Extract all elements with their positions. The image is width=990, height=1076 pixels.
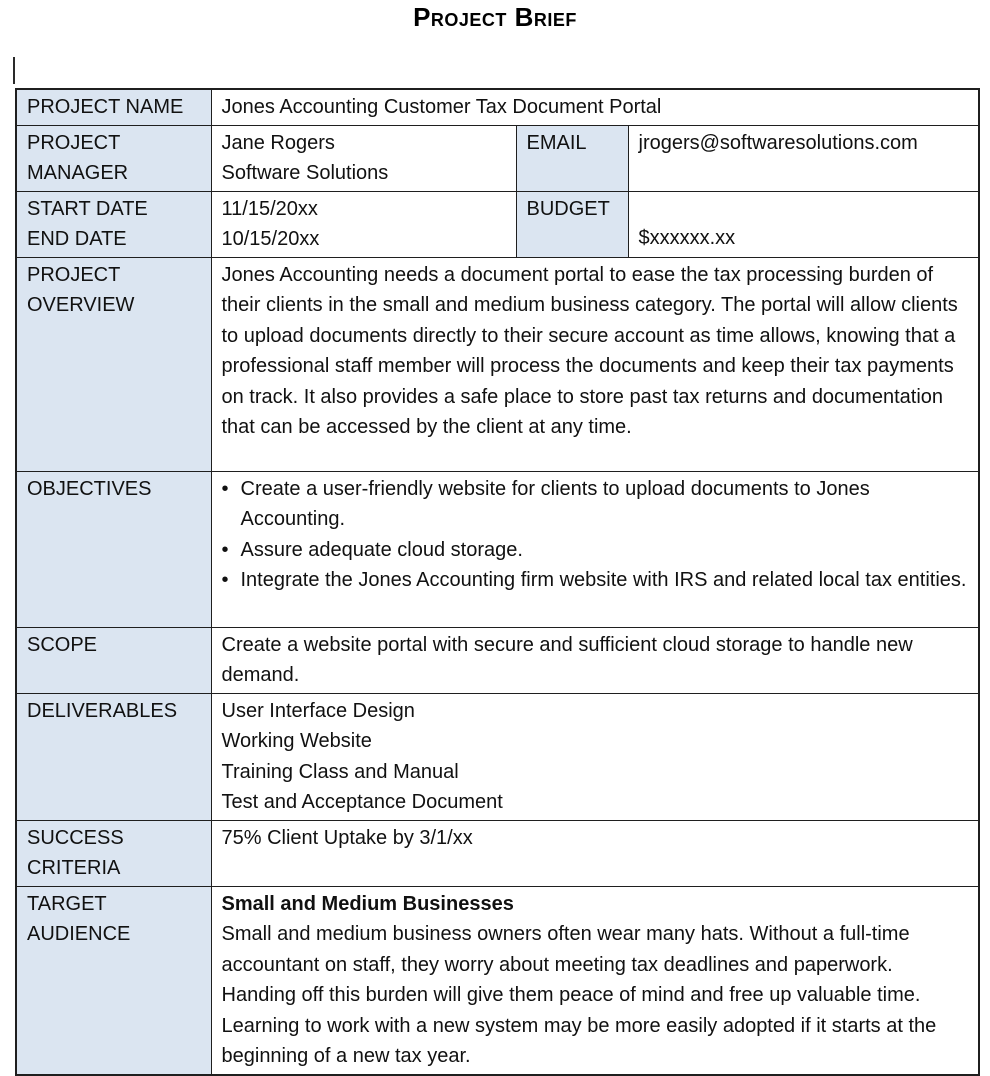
deliverable-item: Test and Acceptance Document — [221, 791, 503, 813]
budget-label: BUDGET — [516, 191, 628, 257]
success-criteria-label — [16, 820, 211, 886]
deliverable-item: Working Website — [221, 730, 372, 752]
deliverables-value — [211, 693, 979, 820]
bullet-icon: • — [221, 538, 229, 561]
row-scope — [16, 627, 979, 693]
label-line: PROJECT NAME — [27, 96, 184, 118]
project-manager-value — [211, 125, 516, 191]
row-deliverables — [16, 693, 979, 820]
project-name-label — [16, 89, 211, 125]
target-audience-heading: Small and Medium Businesses — [221, 892, 514, 915]
objective-item — [222, 535, 968, 566]
target-audience-label — [16, 886, 211, 1075]
label-line: CRITERIA — [27, 857, 121, 879]
end-date-label: END DATE — [27, 228, 127, 250]
success-criteria-value: 75% Client Uptake by 3/1/xx — [211, 820, 979, 886]
project-manager-label — [16, 125, 211, 191]
objective-item — [222, 565, 968, 596]
label-line: PROJECT — [27, 131, 121, 154]
label-line: SUCCESS — [27, 826, 124, 849]
bullet-icon: • — [221, 477, 229, 500]
page-title: Project Brief — [413, 2, 577, 32]
bullet-icon: • — [221, 569, 229, 591]
row-target-audience — [16, 886, 979, 1075]
scope-value: Create a website portal with secure and sufficient cloud storage to handle new demand. — [211, 627, 979, 693]
objective-text: Create a user-friendly website for clients to upload documents to Jones Accounting. — [240, 477, 870, 530]
objective-text: Integrate the Jones Accounting firm website with IRS and related local tax entities. — [240, 569, 967, 591]
project-overview-label — [16, 257, 211, 471]
label-line: DELIVERABLES — [27, 699, 178, 722]
target-audience-value — [211, 886, 979, 1075]
objectives-label — [16, 471, 211, 627]
label-line: OVERVIEW — [27, 294, 135, 316]
dates-label — [16, 191, 211, 257]
scope-label — [16, 627, 211, 693]
deliverable-item: Training Class and Manual — [221, 760, 459, 783]
manager-name: Jane Rogers — [221, 131, 335, 154]
label-line: AUDIENCE — [27, 923, 131, 945]
start-date-value: 11/15/20xx — [221, 197, 318, 220]
budget-value: $xxxxxx.xx — [628, 191, 979, 257]
project-overview-value: Jones Accounting needs a document portal to ease the tax processing burden of their clients in the small and medium business category. The portal will allow clients to upload documents directly to their secure account as time allows, knowing that a professional staff member will process the documents and keep their tax payments on track. It also provides a safe place to store past tax returns and documentation that can be accessed by the client at any time. — [211, 257, 979, 471]
project-brief-table — [15, 88, 980, 1076]
row-dates-budget — [16, 191, 979, 257]
email-label: EMAIL — [516, 125, 628, 191]
email-value: jrogers@softwaresolutions.com — [628, 125, 979, 191]
objective-text: Assure adequate cloud storage. — [240, 538, 523, 561]
label-line: PROJECT — [27, 263, 121, 286]
objectives-value — [211, 471, 979, 627]
deliverable-item: User Interface Design — [221, 699, 415, 722]
row-objectives — [16, 471, 979, 627]
deliverables-label — [16, 693, 211, 820]
target-audience-text: Small and medium business owners often wear many hats. Without a full-time accountant on staff, they worry about meeting tax deadlines and paperwork. Handing off this burden will give them peace of mind and free up valuable time. Learning to work with a new system may be more easily adopted if it starts at the beginning of a new tax year. — [221, 923, 937, 1067]
label-line: SCOPE — [27, 633, 98, 656]
project-name-value: Jones Accounting Customer Tax Document Portal — [211, 89, 979, 125]
text-cursor — [13, 57, 15, 84]
label-line: TARGET — [27, 892, 107, 915]
dates-value — [211, 191, 516, 257]
end-date-value: 10/15/20xx — [221, 228, 320, 250]
row-project-manager — [16, 125, 979, 191]
start-date-label: START DATE — [27, 197, 148, 220]
manager-company: Software Solutions — [221, 162, 389, 184]
row-project-overview — [16, 257, 979, 471]
label-line: OBJECTIVES — [27, 477, 152, 500]
objective-item — [222, 474, 968, 535]
row-project-name — [16, 89, 979, 125]
row-success-criteria — [16, 820, 979, 886]
label-line: MANAGER — [27, 162, 129, 184]
